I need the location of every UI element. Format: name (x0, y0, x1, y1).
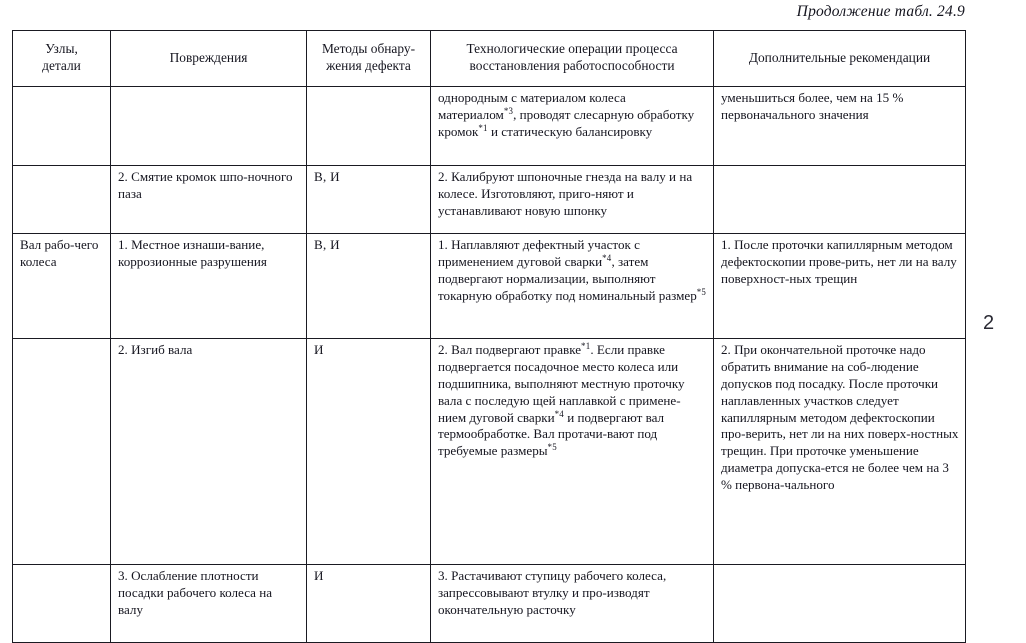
table-row (13, 565, 966, 643)
table-row (13, 87, 966, 166)
operations-text-a: однородным с материалом колеса материалом (438, 90, 626, 122)
cell-operations: 2. Калибруют шпоночные гнезда на валу и на колесе. Изготовляют, приго-няют и устанавливают новую шпонку (431, 166, 714, 234)
column-header-node-line2: детали (42, 58, 81, 73)
cell-recommendations (714, 166, 966, 234)
column-header-node (13, 31, 111, 87)
cell-damage: 2. Смятие кромок шпо-ночного паза (111, 166, 307, 234)
cell-detection-method: В, И (307, 166, 431, 234)
column-header-detection-method-line1: Методы обнару- (321, 41, 416, 57)
footnote-ref-4: *4 (602, 253, 612, 263)
cell-detection-method (307, 87, 431, 166)
cell-damage: 3. Ослабление плотности посадки рабочего колеса на валу (111, 565, 307, 643)
operations-text-c: и подвергают вал термообработке. Вал протачи-вают под требуемые размеры (438, 409, 665, 459)
column-header-operations-line1: Технологические операции процесса (466, 41, 678, 57)
cell-node (13, 166, 111, 234)
cell-detection-method: В, И (307, 234, 431, 339)
column-header-operations-line2: восстановления работоспособности (469, 58, 675, 73)
operations-text-b: , проводят слесарную обработку кромок (438, 106, 695, 139)
table-body (13, 87, 966, 643)
cell-recommendations (714, 565, 966, 643)
table-row (13, 166, 966, 234)
cell-detection-method: И (307, 339, 431, 565)
column-header-detection-method (307, 31, 431, 87)
footnote-ref-5: *5 (547, 442, 557, 453)
cell-node: Вал рабо-чего колеса (13, 234, 111, 339)
page-number: 2 (983, 312, 995, 334)
column-header-operations (431, 31, 714, 87)
operations-text-c: и статическую балансировку (487, 123, 653, 139)
cell-operations (431, 339, 714, 565)
table-row (13, 339, 966, 565)
cell-recommendations: уменьшиться более, чем на 15 % первоначального значения (714, 87, 966, 166)
running-head: Продолжение табл. 24.9 (796, 3, 965, 20)
cell-damage (111, 87, 307, 166)
column-header-node-line1: Узлы, (45, 41, 78, 57)
cell-detection-method: И (307, 565, 431, 643)
cell-damage: 1. Местное изнаши-вание, коррозионные разрушения (111, 234, 307, 339)
table-header-row (13, 31, 966, 87)
cell-operations (431, 87, 714, 166)
operations-text-a: 1. Наплавляют дефектный участок с применением дуговой сварки (438, 237, 640, 269)
cell-node (13, 339, 111, 565)
table-row (13, 234, 966, 339)
footnote-ref-1: *1 (581, 341, 591, 352)
table-header (13, 31, 966, 87)
operations-text-a: 2. Вал подвергают правке (438, 342, 582, 357)
cell-recommendations: 2. При окончательной проточке надо обратить внимание на соб-людение допусков под посадку. После проточки наплавленных участков следует капиллярным методом дефектоскопии про-верить, нет ли на них поверх-ностных трещин. При проточке уменьшение диаметра допуска-ется не более чем на 3 % первона-чального (714, 339, 966, 565)
cell-node (13, 565, 111, 643)
repair-operations-table (12, 30, 966, 643)
cell-node (13, 87, 111, 166)
footnote-ref-1: *1 (478, 122, 488, 133)
column-header-detection-method-line2: жения дефекта (326, 58, 411, 73)
cell-damage: 2. Изгиб вала (111, 339, 307, 565)
cell-operations: 3. Растачивают ступицу рабочего колеса, запрессовывают втулку и про-изводят окончательную расточку (431, 565, 714, 643)
operations-text-b: . Если правке подвергается посадочное место колеса или подшипника, выполняют местную проточку вала с последую щей наплавкой с примене-нием дуговой сварки (438, 342, 685, 425)
operations-text-b: , затем подвергают нормализации, выполняют токарную обработку под номинальный размер (438, 253, 697, 303)
footnote-ref-5: *5 (696, 286, 707, 297)
footnote-ref-4: *4 (554, 408, 564, 419)
cell-operations (431, 234, 714, 339)
column-header-damage: Повреждения (111, 31, 307, 87)
column-header-recommendations: Дополнительные рекомендации (714, 31, 966, 87)
table-container (12, 30, 965, 643)
cell-recommendations: 1. После проточки капиллярным методом дефектоскопии прове-рить, нет ли на валу поверхност-ных трещин (714, 234, 966, 339)
footnote-ref-3: *3 (503, 106, 514, 116)
